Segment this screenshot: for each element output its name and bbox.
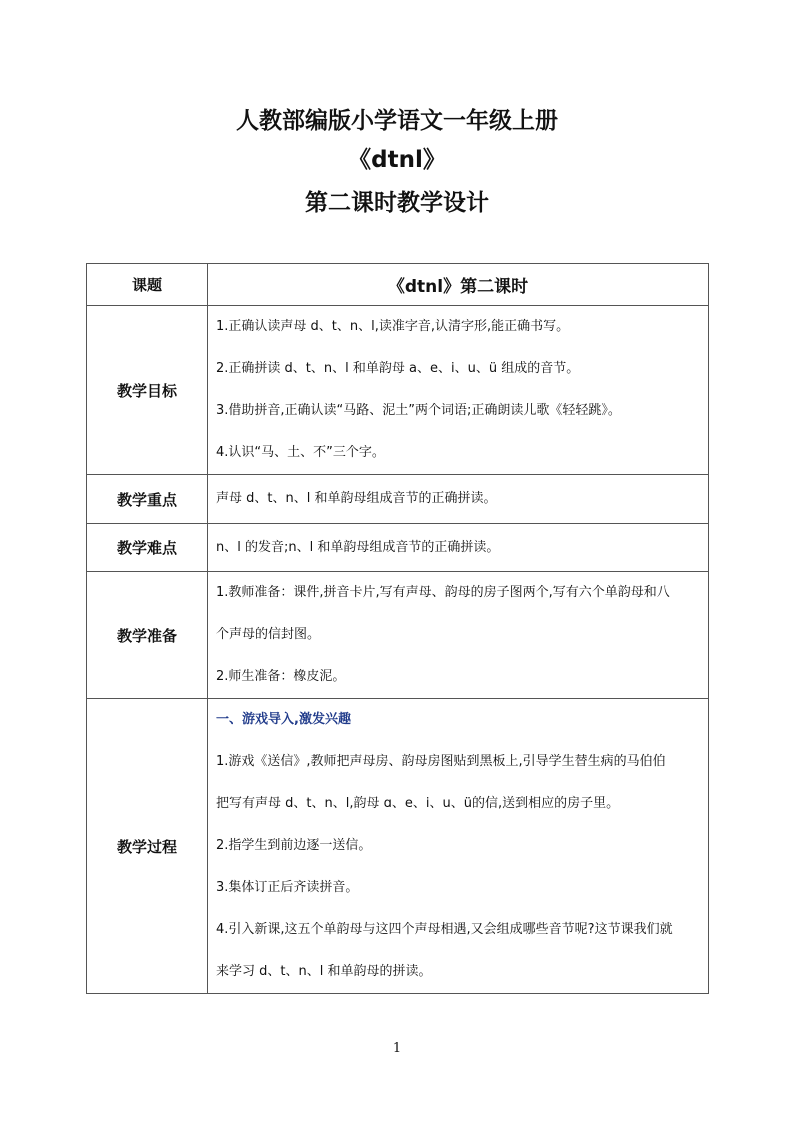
objectives-content [208, 306, 709, 475]
table-row-process [87, 699, 709, 994]
table-row-preparation [87, 572, 709, 699]
document-title: 人教部编版小学语文一年级上册 [236, 108, 558, 134]
table-row-key-points [87, 475, 709, 524]
document-subtitle: 第二课时教学设计 [305, 190, 489, 216]
key-points-text: 声母 d、t、n、l 和单韵母组成音节的正确拼读。 [216, 491, 497, 506]
objective-line: 1.正确认读声母 d、t、n、l,读准字音,认清字形,能正确书写。 [216, 319, 570, 334]
objectives-label: 教学目标 [87, 306, 208, 475]
process-line: 把写有声母 d、t、n、l,韵母 ɑ、e、i、u、ü的信,送到相应的房子里。 [216, 796, 620, 811]
process-line: 1.游戏《送信》,教师把声母房、韵母房图贴到黑板上,引导学生替生病的马伯伯 [216, 754, 666, 769]
preparation-line: 个声母的信封图。 [216, 627, 321, 642]
process-line: 2.指学生到前边逐一送信。 [216, 838, 372, 853]
page-number: 1 [392, 1041, 402, 1056]
objective-line: 3.借助拼音,正确认读“马路、泥土”两个词语;正确朗读儿歌《轻轻跳》。 [216, 403, 621, 418]
topic-value: 《dtnl》第二课时 [208, 264, 709, 306]
process-line: 3.集体订正后齐读拼音。 [216, 880, 359, 895]
process-section-heading: 一、游戏导入,激发兴趣 [216, 712, 351, 727]
difficulties-label: 教学难点 [87, 524, 208, 572]
table-row-objectives [87, 306, 709, 475]
preparation-line: 1.教师准备：课件,拼音卡片,写有声母、韵母的房子图两个,写有六个单韵母和八 [216, 585, 670, 600]
key-points-label: 教学重点 [87, 475, 208, 524]
lesson-plan-table [86, 263, 709, 994]
key-points-content [208, 475, 709, 524]
preparation-content [208, 572, 709, 699]
process-line: 来学习 d、t、n、l 和单韵母的拼读。 [216, 964, 432, 979]
objective-line: 2.正确拼读 d、t、n、l 和单韵母 a、e、i、u、ü 组成的音节。 [216, 361, 580, 376]
objective-line: 4.认识“马、土、不”三个字。 [216, 445, 385, 460]
process-label: 教学过程 [87, 699, 208, 994]
difficulties-content [208, 524, 709, 572]
process-content [208, 699, 709, 994]
preparation-line: 2.师生准备：橡皮泥。 [216, 669, 346, 684]
process-line: 4.引入新课,这五个单韵母与这四个声母相遇,又会组成哪些音节呢?这节课我们就 [216, 922, 673, 937]
preparation-label: 教学准备 [87, 572, 208, 699]
table-row-difficulties [87, 524, 709, 572]
table-row-topic [87, 264, 709, 306]
difficulties-text: n、l 的发音;n、l 和单韵母组成音节的正确拼读。 [216, 539, 500, 555]
topic-label: 课题 [87, 264, 208, 306]
lesson-name: 《dtnl》 [348, 147, 446, 173]
